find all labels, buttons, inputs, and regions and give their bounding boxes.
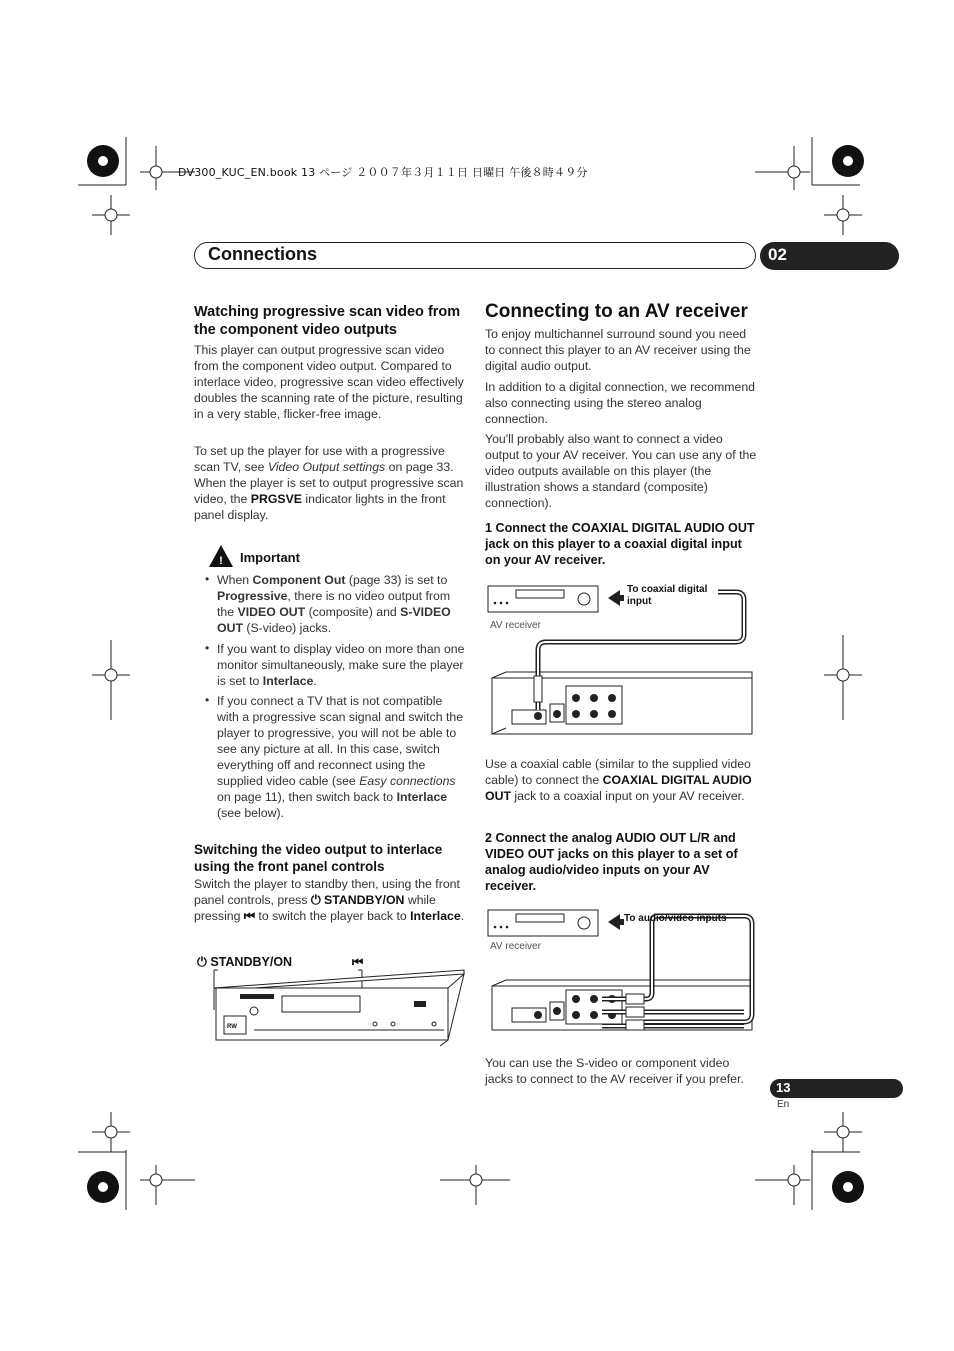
setting-value: Interlace	[262, 674, 314, 688]
paragraph-progressive-intro: This player can output progressive scan video from the component video output. Compared to interlace video, progressive scan video effectively doubles the scanning rate of the picture, resulting in a very stable, flicker-free image.	[194, 343, 464, 421]
important-bullet-2	[217, 641, 467, 689]
bullet-dot: •	[205, 693, 210, 707]
language-code: En	[777, 1099, 790, 1110]
chapter-number: 02	[768, 245, 787, 264]
text: while pressing	[194, 893, 436, 923]
bullet-dot: •	[205, 641, 210, 655]
setting-name: Component Out	[252, 573, 346, 587]
text: .	[460, 909, 465, 923]
text: , there is no video output from the	[217, 589, 451, 619]
important-bullet-1	[217, 572, 467, 636]
indicator-name: PRGSVE	[250, 492, 303, 506]
section-title-interlace: Switching the video output to interlace using the front panel controls	[194, 842, 443, 874]
svg-text:!: !	[219, 555, 223, 567]
text: When	[217, 573, 253, 587]
paragraph-svideo: You can use the S-video or component video jacks to connect to the AV receiver if you prefer.	[485, 1056, 744, 1086]
text: If you connect a TV that is not compatible with a progressive scan signal and switch the player to progressive, you will not be able to see any picture at all. In this case, switch everything off and reconnect using the supplied video cable (see	[217, 694, 464, 788]
svg-text:RW: RW	[227, 1024, 237, 1030]
text: Use a coaxial cable (similar to the supplied video cable) to connect the	[485, 757, 751, 787]
coaxial-connection-diagram	[486, 580, 760, 740]
text: If you want to display video on more than one monitor simultaneously, make sure the player is set to	[217, 642, 465, 688]
step-1: 1 Connect the COAXIAL DIGITAL AUDIO OUT jack on this player to a coaxial digital input on your AV receiver.	[485, 521, 755, 567]
important-icon	[208, 544, 234, 568]
jack-name: COAXIAL DIGITAL AUDIO OUT	[485, 773, 752, 803]
front-panel-illustration	[194, 968, 466, 1048]
text: (page 33) is set to	[345, 573, 448, 587]
section-reference: Easy connections	[359, 774, 456, 788]
text: jack to a coaxial input on your AV receiver.	[510, 789, 745, 803]
paragraph-av-intro: To enjoy multichannel surround sound you need to connect this player to an AV receiver using the digital audio output.	[485, 327, 751, 373]
section-title-progressive: Watching progressive scan video from the component video outputs	[194, 304, 461, 338]
text: (S-video) jacks.	[242, 621, 332, 635]
paragraph-coaxial	[485, 756, 757, 804]
paragraph-av-stereo: In addition to a digital connection, we recommend also connecting using the stereo analog connection.	[485, 380, 756, 426]
text: on page 11), then switch back to	[217, 790, 397, 804]
previous-button-label: ⏮	[352, 955, 364, 969]
text: on page 33. When the player is set to output progressive scan video, the	[194, 460, 464, 506]
prev-symbol: ⏮	[243, 909, 255, 923]
setting-value: Interlace	[396, 790, 448, 804]
text: Switch the player to standby then, using the front panel controls, press	[194, 877, 460, 907]
book-filename-line: DV300_KUC_EN.book 13 ページ ２００７年３月１１日 日曜日 午後８時４９分	[178, 166, 588, 179]
coaxial-input-label: To coaxial digital input	[627, 584, 708, 607]
paragraph-interlace	[194, 876, 469, 924]
setting-value: Progressive	[217, 589, 288, 603]
jack-name: VIDEO OUT	[237, 605, 306, 619]
text: (composite) and	[305, 605, 401, 619]
page-number: 13	[776, 1080, 791, 1095]
standby-on-label: ⏻ STANDBY/ON	[197, 955, 293, 969]
button-name: ⏻ STANDBY/ON	[310, 893, 405, 907]
paragraph-progressive-setup	[194, 443, 469, 523]
bullet-dot: •	[205, 572, 210, 586]
av-receiver-label-2: AV receiver	[490, 941, 541, 952]
jack-name: S-VIDEO OUT	[217, 605, 451, 635]
audio-video-inputs-label: To audio/video inputs	[624, 913, 727, 924]
setting-value: Interlace	[410, 909, 461, 923]
text: indicator lights in the front panel display.	[194, 492, 446, 522]
paragraph-av-video: You'll probably also want to connect a video output to your AV receiver. You can use any of the video outputs available on this player (the illustration shows a standard (composite) connection).	[485, 432, 757, 510]
text: to switch the player back to	[254, 909, 411, 923]
text: .	[313, 674, 317, 688]
section-title-av-receiver: Connecting to an AV receiver	[485, 301, 748, 322]
chapter-title: Connections	[208, 244, 318, 264]
important-bullet-3	[217, 693, 467, 821]
step-2: 2 Connect the analog AUDIO OUT L/R and VIDEO OUT jacks on this player to a set of analog audio/video inputs on your AV receiver.	[485, 831, 738, 893]
text: To set up the player for use with a progressive scan TV, see	[194, 444, 445, 474]
av-receiver-label-1: AV receiver	[490, 620, 541, 631]
menu-reference: Video Output settings	[267, 460, 386, 474]
important-label: Important	[240, 550, 300, 565]
text: (see below).	[217, 806, 284, 820]
